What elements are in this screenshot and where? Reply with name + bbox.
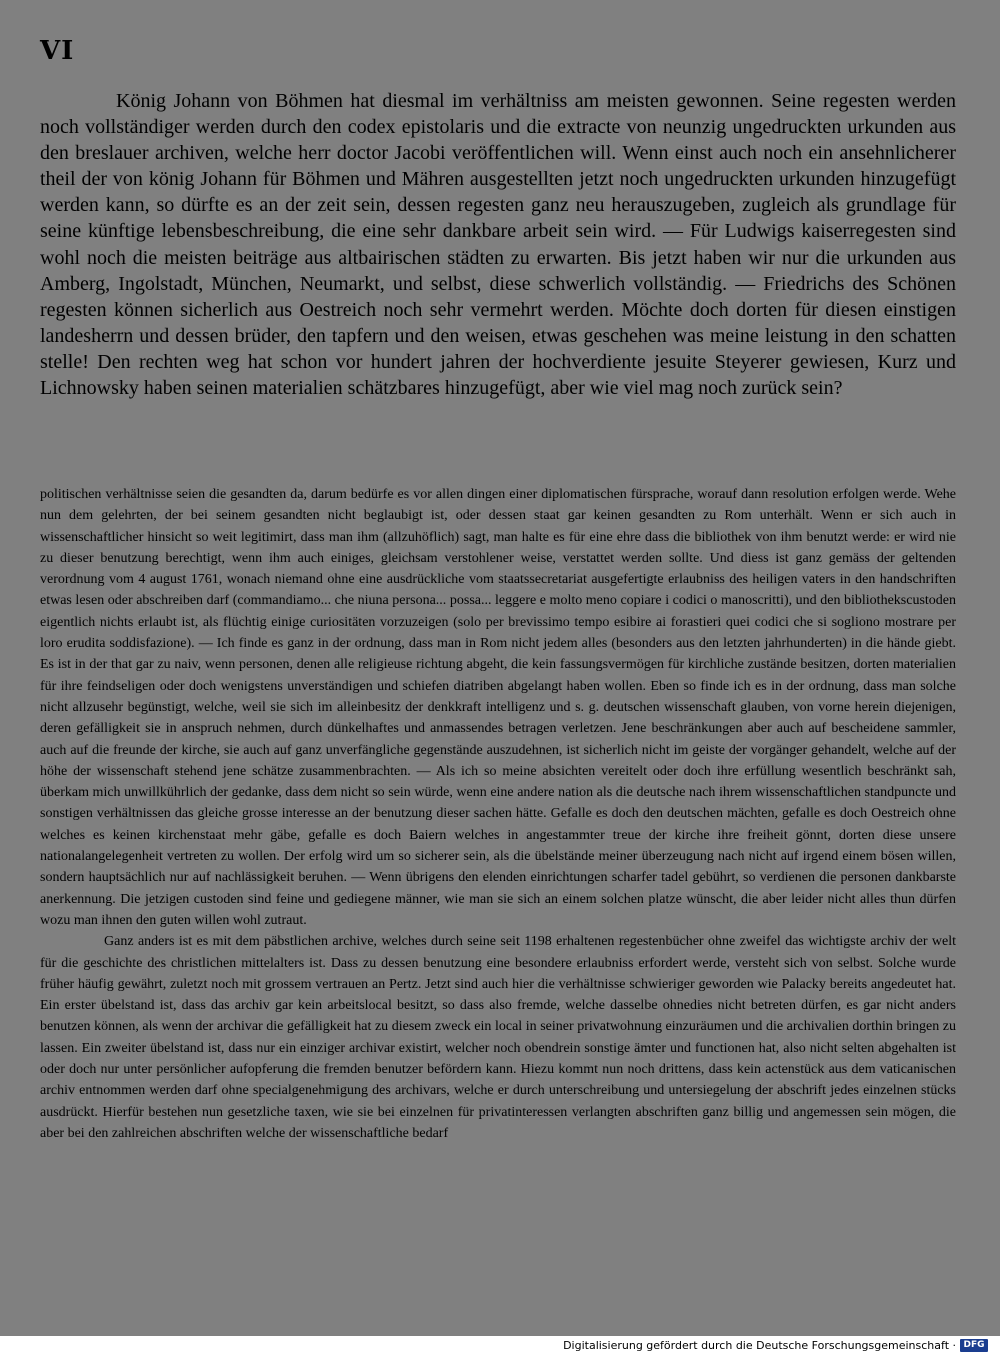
dfg-logo: DFG	[960, 1339, 988, 1352]
footer-bar	[0, 1336, 1000, 1356]
footnote-paragraph: Ganz anders ist es mit dem päbstlichen archive, welches durch seine seit 1198 erhaltenen regestenbücher ohne zweifel das wichtigste archiv der welt für die geschichte des christlichen mittelalters ist. Dass zu dessen benutzung eine besondere erlaubniss erfordert werde, versteht sich von selbst. Solche wurde früher häufig gewährt, zuletzt noch mit grossem vertrauen an Pertz. Jetzt sind auch hier die verhältnisse schwieriger geworden wie Palacky bereits angedeutet hat. Ein erster übelstand ist, dass das archiv gar kein arbeitslocal besitzt, so dass also fremde, welche dasselbe ohnedies nicht betreten dürfen, es gar nicht anders benutzen können, als wenn der archivar die gefälligkeit hat zu diesem zweck ein local in seiner privatwohnung einzuräumen und die archivalien dorthin bringen zu lassen. Ein zweiter übelstand ist, dass nur ein einziger archivar existirt, welcher noch obendrein sonstige ämter und functionen hat, also nicht selten abgehalten ist oder doch nur unter persönlicher aufopferung die fremden benutzer befördern kann. Hiezu kommt nun noch drittens, dass kein actenstück aus dem vaticanischen archiv entnommen werden darf ohne specialgenehmigung des archivars, welche er durch unterschreibung und untersiegelung der abschrift jedes einzelnen stücks ausdrückt. Hierfür bestehen nun gesetzliche taxen, wie sie bei einzelnen für privatinteressen verlangten abschriften ganz billig und angemessen sein mögen, die aber bei den zahlreichen abschriften welche der wissenschaftliche bedarf	[40, 934, 956, 1141]
funding-credit: Digitalisierung gefördert durch die Deutsche Forschungsgemeinschaft ·	[563, 1339, 956, 1352]
footnote-block	[40, 484, 956, 1144]
page-number: VI	[40, 36, 75, 66]
footnote-paragraph: politischen verhältnisse seien die gesandten da, darum bedürfe es vor allen dingen einer diplomatischen fürsprache, worauf dann resolution erfolgen werde. Wehe nun dem gelehrten, der bei seinem gesandten nicht beglaubigt ist, oder dessen staat gar keinen gesandten zu Rom unterhält. Wenn er sich auch in wissenschaftlicher hinsicht so weit legitimirt, dass man ihm (allzuhöflich) sagt, man halte es für eine ehre dass die bibliothek von ihm benutzt werde: er wird nie zu dieser benutzung berechtigt, wenn ihm auch einiges, gleichsam verstohlener weise, verstattet werden sollte. Und diess ist ganz gemäss der geltenden verordnung vom 4 august 1761, wonach niemand ohne eine ausdrückliche vom staatssecretariat ausgefertigte erlaubniss des heiligen vaters in den handschriften etwas lesen oder abschreiben darf (commandiamo... che niuna persona... possa... leggere e molto meno copiare i codici o manoscritti), und den bibliothekscustoden eigentlich nichts erlaubt ist, als flüchtig einige curiositäten vorzuzeigen (solo per brevissimo tempo esibire ai forastieri quei codici che si sogliono mostrare per loro erudita soddisfazione). — Ich finde es ganz in der ordnung, dass man in Rom nicht jedem alles (besonders aus den letzten jahrhunderten) in die hände giebt. Es ist in der that gar zu naiv, wenn personen, denen alle religieuse richtung abgeht, die kein fassungsvermögen für kirchliche zustände besitzen, dorten materialien für ihre feindseligen oder doch wenigstens unverständigen und schiefen diatriben abgelangt haben wollen. Eben so finde ich es in der ordnung, dass man solche nicht allzusehr begünstigt, welche, weil sie sich im alleinbesitz der denkkraft intelligenz und s. g. deutschen wissenschaft glauben, von vorne herein diejenigen, deren gefälligkeit sie in anspruch nehmen, durch dünkelhaftes und anmassendes betragen verletzen. Jene beschränkungen aber auch auf bescheidene sammler, auch auf die freunde der kirche, sie auch auf ganz unverfängliche gegenstände auszudehnen, ist sicherlich nicht im geiste der vorgänger gehandelt, welche auf der höhe der wissenschaft stehend jene schätze zusammenbrachten. — Als ich so meine absichten vereitelt oder doch ihre erfüllung wesentlich beschränkt sah, überkam mich unwillkührlich der gedanke, dass dem nicht so sein würde, wenn eine andere nation als die deutsche nach ihrem wissenschaftlichen standpuncte und sonstigen verhältnissen das gleiche grosse interesse an der benutzung dieser sachen hätte. Gefalle es doch den deutschen mächten, gefalle es doch Oestreich ohne welches es keinen kirchenstaat mehr gäbe, gefalle es doch Baiern welches in angestammter treue der kirche ihre freiheit gönnt, dorten diese unsere nationalangelegenheit vertreten zu wollen. Der erfolg wird um so sicherer sein, als die übelstände meiner überzeugung nach nicht auf irgend einem bösen willen, sondern hauptsächlich nur auf nachlässigkeit beruhen. — Wenn übrigens den elenden einrichtungen scharfer tadel gebührt, so verdienen die personen dankbarste anerkennung. Die jetzigen custoden sind feine und gediegene männer, wie man sie sich an einem solchen platze wünscht, die aber leider nicht alles thun dürfen wozu man ihnen den guten willen wohl zutraut.	[40, 487, 956, 928]
intro-paragraph: König Johann von Böhmen hat diesmal im verhältniss am meisten gewonnen. Seine regesten werden noch vollständiger werden durch den codex epistolaris und die extracte von neunzig ungedruckten urkunden aus den breslauer archiven, welche herr doctor Jacobi veröffentlichen will. Wenn einst auch noch ein ansehnlicherer theil der von könig Johann für Böhmen und Mähren ausgestellten jetzt noch ungedruckten urkunden hinzugefügt werden kann, so dürfte es an der zeit sein, dessen regesten ganz neu herauszugeben, zugleich als grundlage für seine künftige lebensbeschreibung, die eine sehr dankbare arbeit sein wird. — Für Ludwigs kaiserregesten sind wohl noch die meisten beiträge aus altbairischen städten zu erwarten. Bis jetzt haben wir nur die urkunden aus Amberg, Ingolstadt, München, Neumarkt, und selbst, diese schwerlich vollständig. — Friedrichs des Schönen regesten können sicherlich aus Oestreich noch sehr vermehrt werden. Möchte doch dorten für diesen einstigen landesherrn und dessen brüder, den tapfern und den weisen, etwas geschehen was meine leistung in den schatten stelle! Den rechten weg hat schon vor hundert jahren der hochverdiente jesuite Steyerer gewiesen, Kurz und Lichnowsky haben seinen materialien schätzbares hinzugefügt, aber wie viel mag noch zurück sein?	[40, 90, 956, 400]
